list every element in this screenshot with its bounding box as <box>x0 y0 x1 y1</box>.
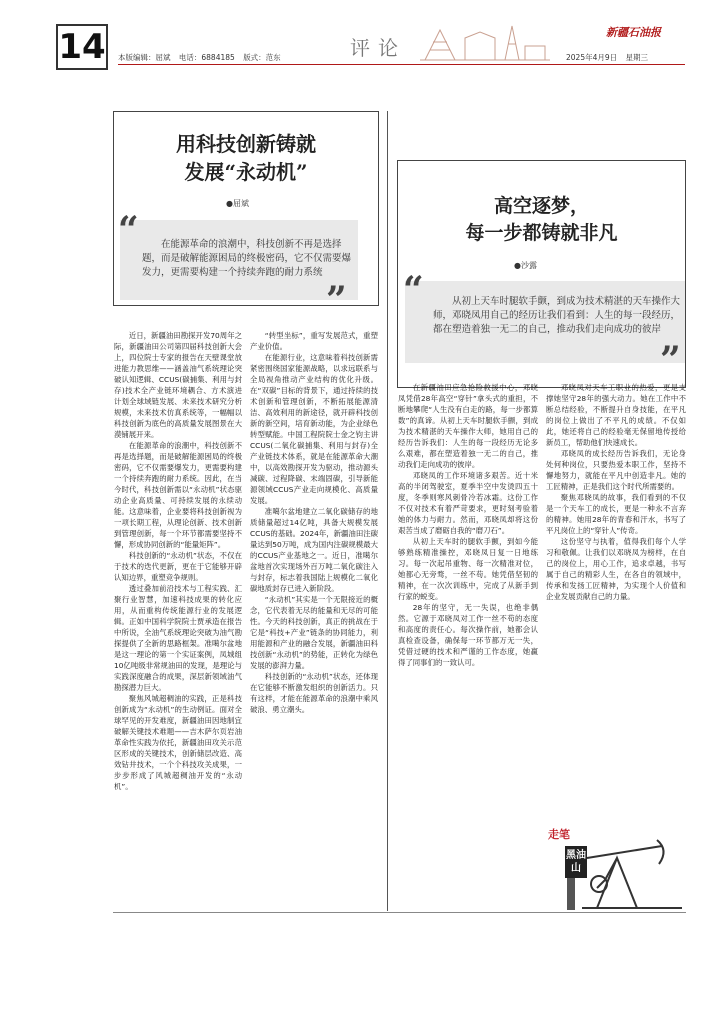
page-number: 14 <box>56 24 108 70</box>
right-article-author: ●沙露 <box>514 261 537 270</box>
left-title-line-2: 发展“永动机” <box>184 160 308 184</box>
paragraph: 邓晓凤对天车工职业的热爱，更是支撑她坚守28年的强大动力。她在工作中不断总结经验，不断提升自身技能，在平凡的岗位上做出了不平凡的成绩。不仅如此，她还将自己的经验毫无保留地传授给新员工，帮助他们快速成长。 <box>546 383 686 447</box>
bottom-rule <box>113 912 686 913</box>
paragraph: 从初上天车时的腿软手颤，到如今能够熟练精准操控，邓晓凤日复一日地练习。每一次起吊重物、每一次精准对位，她都心无旁骛，一丝不苟。她凭借坚韧的精神，在一次次训练中，完成了从新手到行家的蜕变。 <box>398 537 538 601</box>
paragraph: 科技创新的“永动机”状态，不仅在于技术的迭代更新，更在于它能够开辟认知边界，重塑竞争规则。 <box>114 551 242 582</box>
left-article-author: ●屈斌 <box>226 199 249 208</box>
close-quote-icon: ” <box>326 279 347 321</box>
open-quote-icon: “ <box>403 269 424 311</box>
open-quote-icon: “ <box>118 209 139 251</box>
page-header <box>0 0 703 78</box>
column-tag: 黑油山 <box>565 846 587 878</box>
right-article-lead: 从初上天车时腿软手颤，到成为技术精湛的天车操作大师，邓晓凤用自己的经历让我们看到：人生的每一段经历，都在塑造着独一无二的自己，推动我们走向成功的彼岸 <box>433 296 681 335</box>
paragraph: 邓晓凤的成长经历告诉我们，无论身处何种岗位，只要热爱本职工作，坚持不懈地努力，就能在平凡中创造非凡。她的工匠精神，正是我们这个时代所需要的。 <box>546 449 686 491</box>
layout-designer: 版式：范东 <box>243 53 281 62</box>
date-text: 2025年4月9日 <box>566 53 618 62</box>
column-label: 走笔 <box>548 828 570 841</box>
column-divider <box>387 111 388 911</box>
right-title-line-1: 高空逐梦， <box>493 195 589 217</box>
paragraph: 透过叠加前沿技术与工程实践、汇聚行业智慧，加速科技成果的转化应用，从而重构传统能源行业的发展逻辑。正如中国科学院院士贾承造在报告中所说，全油气系统理论突破为油气勘探提供了全新的思路框架。准噶尔盆地是这一理论的第一个实证案例，凤城组10亿吨级非常规油田的发现，是理论与实践深度融合的成果，深层新领域油气勘探潜力巨大。 <box>114 584 242 692</box>
paragraph: “转型坐标”，重写发展范式，重塑产业价值。 <box>250 331 378 351</box>
newspaper-logo: 新疆石油报 <box>606 26 661 39</box>
paragraph: 科技创新的“永动机”状态，还体现在它能够不断激发组织的创新活力。只有这样，才能在能源革命的浪潮中乘风破浪、勇立潮头。 <box>250 672 378 714</box>
section-title: 评论 <box>350 36 406 60</box>
right-title-line-2: 每一步都铸就非凡 <box>465 222 618 244</box>
paragraph: 在新疆油田应急抢险救援中心，邓晓凤凭借28年高空“穿针”拿头式的重担，不断地攀爬“人生没有白走的路，每一步都算数”的真谛。从初上天车时腿软手颤，到成为技术精湛的天车操作大师，她用自己的经历告诉我们：人生的每一段经历无论多么艰难，都在塑造着独一无二的自己，推动我们走向成功的彼岸。 <box>398 383 538 469</box>
editor-info <box>118 52 287 63</box>
paragraph: 近日，新疆油田勘探开发70周年之际，新疆油田公司第四届科技创新大会上，四位院士专家的报告在天壁课堂放进能力教思维——涵盖油气系统理论突破认知逻辑、CCUS(碳捕集、利用与封存)技术全产业链环境耦合、方术演进计划全球域链发展、未来技术研究分析规模，未来技术仿真系统等，一幅幅以科技创新为底色的高质量发展图景在大漠铺展开来。 <box>114 331 242 439</box>
paragraph: 邓晓凤的工作环境诸多艰苦。近十米高的半闭驾驶室，夏季半空中发烫四五十度，冬季则寒风刺骨冷若冰霜。这份工作不仅对技术有着严苛要求，更时刻考验着她的体力与耐力。然而，邓晓凤却将这份艰苦当成了磨砺自我的“磨刀石”。 <box>398 471 538 535</box>
left-title-line-1: 用科技创新铸就 <box>176 132 316 156</box>
paragraph: 28年的坚守，无一失误，也绝非偶然。它源于邓晓凤对工作一丝不苟的态度和高度的责任心。每次操作前，她都会认真检查设备，确保每一环节都万无一失，凭借过硬的技术和严谨的工作态度，她赢得了同事们的一致认可。 <box>398 603 538 667</box>
left-article-column-1 <box>114 330 242 910</box>
left-article-title <box>113 130 379 186</box>
paragraph: “永动机”其实是一个无限接近的概念，它代表着无尽的能量和无尽的可能性。今天的科技创新，真正的挑战在于它是“科技+产业”链条的协同能力，利用能源和产业的融合发展，新疆油田科技创新“永动机”的势能，正转化为绿色发展的澎湃力量。 <box>250 595 378 670</box>
right-article-lead-box <box>405 281 685 363</box>
right-article-column-1 <box>398 382 538 910</box>
left-article-column-2 <box>250 330 378 910</box>
editor-name: 本版编辑：屈斌 <box>118 53 171 62</box>
paragraph: 聚焦风城超稠油的实践，正是科技创新成为“永动机”的生动例证。面对全球罕见的开发难度，新疆油田因地制宜破解关键技术难题——吉木萨尔页岩油革命性实践为依托，新疆油田攻关示范区形成的关键技术，创新储层改造、高效钻井技术，一个个科技攻关成果，一步步形成了风城超稠油开发的“永动机”。 <box>114 694 242 791</box>
paragraph: 聚焦邓晓凤的故事，我们看到的不仅是一个天车工的成长，更是一种永不言弃的精神。她用28年的青春和汗水，书写了平凡岗位上的“穿针人”传奇。 <box>546 493 686 535</box>
paragraph: 这份坚守与执着，值得我们每个人学习和敬佩。让我们以邓晓凤为榜样，在自己的岗位上，用心工作，追求卓越，书写属于自己的精彩人生，在各自的领域中，传承和发扬工匠精神，为实现个人价值和企业发展贡献自己的力量。 <box>546 537 686 601</box>
weekday-text: 星期三 <box>625 53 649 62</box>
issue-date <box>560 52 648 63</box>
paragraph: 准噶尔盆地建立二氧化碳储存的地质储量超过14亿吨，具备大规模发展CCUS的基础。2024年，新疆油田注碳量达到50万吨，成为国内注碳规模最大的CCUS产业基地之一。近日，准噶尔盆地首次实现场外百万吨二氧化碳注入与封存，标志着我国陆上规模化二氧化碳地质封存已进入新阶段。 <box>250 507 378 593</box>
paragraph: 在能源革命的浪潮中，科技创新不再是选择题，而是破解能源困局的终极密码，它不仅需要爆发力，更需要构建一个持续奔跑的耐力系统。因此，在当今时代，科技创新需以“永动机”状态驱动企业高质量、可持续发展的永续动能。这意味着，企业要将科技创新视为一项长期工程，从理论创新、技术创新到管理创新，每一个环节都需要坚持不懈，形成协同创新的“能量矩阵”。 <box>114 441 242 549</box>
oilfield-skyline-icon <box>420 20 550 64</box>
left-article-lead: 在能源革命的浪潮中，科技创新不再是选择题，而是破解能源困局的终极密码，它不仅需要爆发力，更需要构建一个持续奔跑的耐力系统 <box>142 239 352 278</box>
close-quote-icon: ” <box>660 339 681 381</box>
left-article-lead-box <box>120 220 358 300</box>
editor-phone: 电话：6884185 <box>178 53 235 62</box>
header-rule <box>118 64 685 65</box>
right-article-column-2 <box>546 382 686 814</box>
paragraph: 在能源行业，这意味着科技创新需紧密围绕国家能源战略，以求远联系与全局视角推动产业结构的优化升级。在“双碳”目标的背景下，通过持续的技术创新和管理创新，不断拓展能源清洁、高效利用的新途径，就开辟科技创新的新空间，培育新动能，为企业绿色转型赋能。中国工程院院士金之钧主讲CCUS(二氧化碳捕集、利用与封存)全产业链技术体系，就是在能源革命大潮中，以高效勘探开发为驱动，推动源头减碳、过程降碳、末端固碳，引导新能源领域CCUS产业走向规模化、高质量发展。 <box>250 353 378 505</box>
right-article-title <box>397 193 686 247</box>
